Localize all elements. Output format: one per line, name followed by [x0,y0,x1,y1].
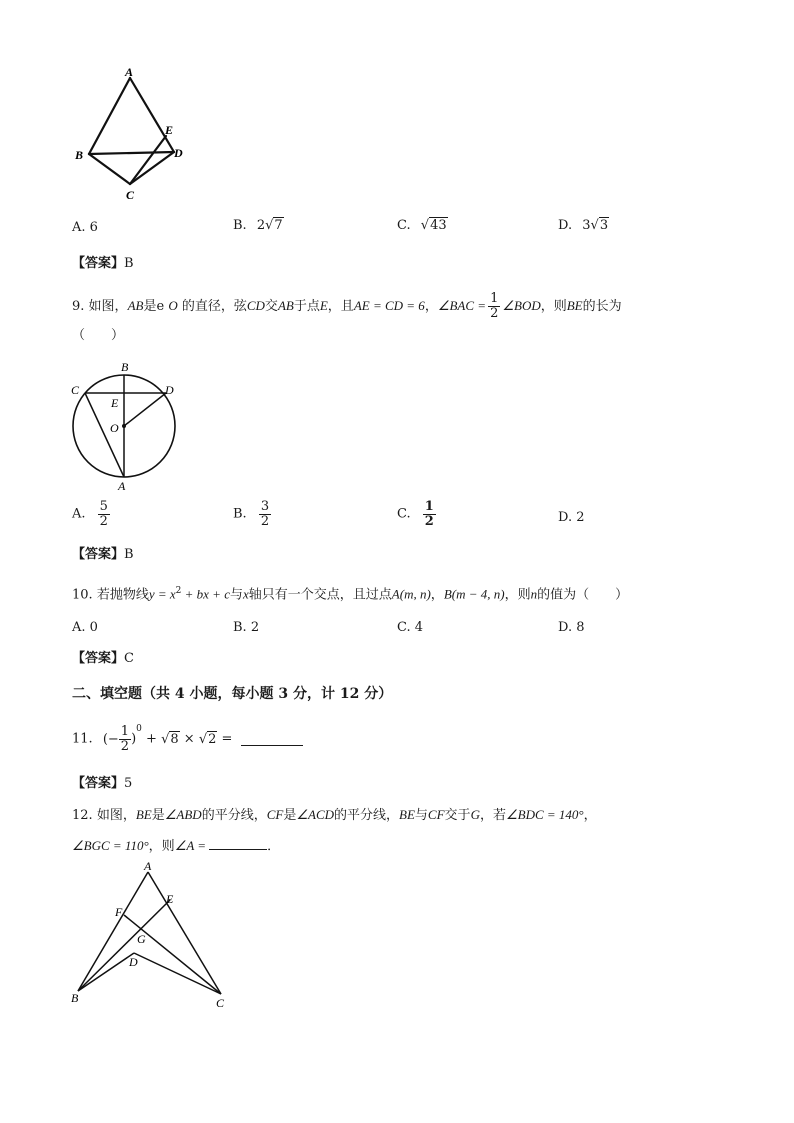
label-b: B [71,991,79,1005]
stem-text: 与 [414,808,428,823]
option-radicand: 7 [274,218,283,233]
math-angle: ∠BDC = 140° [505,807,584,822]
option-letter: A. [72,620,86,635]
math-radicand: 2 [208,731,217,747]
option-letter: B. [233,620,247,635]
answer-label: 【答案】 [72,256,125,271]
label-d: D [129,955,138,969]
math-o: O [168,298,178,313]
option-letter: A. [72,506,86,522]
math-ab: AB [127,298,144,313]
q12-stem-line1 [72,807,597,824]
q8-option-d [558,218,609,234]
math-x: x [243,586,249,602]
label-e: E [111,396,119,410]
option-fraction [259,500,271,529]
math-be: BE [135,807,152,822]
math-sup: 0 [136,724,142,734]
q9-option-b [233,500,271,529]
option-value: 2 [250,620,260,635]
stem-text: ， [583,808,597,823]
math-expr: + bx + c [181,586,230,602]
stem-text: 与 [229,587,243,603]
stem-text: ． [267,839,281,854]
stem-text: 的平分线， [334,808,400,823]
answer-paren: （ ） [72,328,125,343]
q9-option-c [397,500,436,529]
option-letter: D. [558,510,573,525]
sqrt-symbol: √8 [161,731,179,747]
math-be: BE [399,807,415,822]
option-coef: 2 [256,218,266,233]
math-point: B(m − 4, n) [443,586,505,602]
math-op: × [179,731,199,747]
stem-text: ，则 [504,587,531,603]
option-value: 8 [576,620,585,635]
label-e: E [165,123,174,137]
stem-text: 是 [151,808,165,823]
answer-blank[interactable] [241,733,303,746]
sqrt-symbol: √3 [590,218,609,233]
math-ab: AB [277,298,294,313]
math-n: n [530,586,538,602]
option-fraction [423,500,436,529]
math-angle: ∠BAC = [437,298,487,313]
q8-answer [72,256,134,272]
answer-label: 【答案】 [72,547,125,562]
math-angle: ∠ACD [296,807,334,822]
option-radicand: 43 [430,218,447,233]
option-letter: B. [233,506,247,522]
stem-text: 的长为 [582,299,622,314]
q9-answer [72,547,134,563]
answer-label: 【答案】 [72,776,125,791]
option-letter: A. [72,220,86,235]
q10-option-b [233,620,259,636]
math-cd: CD [246,298,265,313]
frac-num: 1 [120,724,130,739]
math-eq: AE = CD = 6 [353,298,425,313]
sqrt-symbol: √43 [420,218,447,233]
circle-symbol: e [156,299,165,314]
frac-num: 1 [490,291,499,306]
option-letter: C. [397,506,411,522]
math-cf: CF [427,807,445,822]
stem-text: 若抛物线 [96,587,149,603]
option-letter: C. [397,620,411,635]
option-letter: D. [558,218,573,233]
option-coef: 3 [582,218,591,233]
frac-num: 5 [99,499,108,514]
option-letter: D. [558,620,573,635]
option-value: 2 [576,510,585,525]
math-angle: ∠BOD [502,298,541,313]
math-be: BE [566,298,583,313]
option-value: 4 [414,620,424,635]
stem-text: 的直径，弦 [181,299,247,314]
frac-den: 2 [490,306,499,321]
question-number: 10. [72,587,93,603]
q12-stem-line2 [72,837,280,855]
frac-num: 1 [424,499,434,514]
math-angle: ∠A = [174,838,207,853]
math-angle: ∠BGC = 110° [72,838,149,853]
math-op: + [141,731,162,747]
label-a: A [144,859,152,873]
label-c: C [216,996,225,1010]
answer-label: 【答案】 [72,651,125,666]
label-a: A [118,479,126,493]
sqrt-symbol: √7 [265,218,283,233]
stem-text: ， [424,299,438,314]
q9-stem [72,292,622,321]
stem-text: 的值为（ ） [537,587,629,603]
math-close: ) [131,731,137,747]
label-b: B [121,360,129,374]
option-radicand: 3 [599,218,609,233]
sqrt-symbol: √2 [198,731,217,747]
math-e: E [319,298,328,313]
math-open: (− [102,731,119,747]
math-angle: ∠ABD [164,807,202,822]
math-expr: y = x [148,586,176,602]
stem-text: 是 [283,808,297,823]
stem-text: 交 [264,299,278,314]
answer-value: C [124,651,134,666]
option-letter: C. [397,218,411,233]
math-radicand: 8 [170,731,179,747]
option-fraction [98,500,110,529]
math-cf: CF [266,807,284,822]
q10-answer [72,651,134,667]
stem-text: ，则 [540,299,567,314]
math-g: G [470,807,480,822]
q8-option-a [72,220,98,236]
answer-value: 5 [124,776,133,791]
stem-text: 如图， [88,299,128,314]
option-letter: B. [233,218,247,233]
q11-answer [72,776,132,792]
stem-text: 如图， [96,808,136,823]
question-number: 11. [72,731,93,747]
fraction-half [119,725,131,754]
stem-text: 轴只有一个交点，且过点 [248,587,392,603]
label-c: C [126,188,135,202]
question-number: 12. [72,808,93,823]
frac-den: 2 [99,514,108,529]
label-d: D [165,383,174,397]
figure-q9 [66,356,186,494]
q8-option-c [397,218,448,234]
label-a: A [125,65,134,79]
frac-num: 3 [260,499,270,514]
label-e: E [166,892,174,906]
section-title: 二、填空题（共 4 小题，每小题 3 分，计 12 分） [72,686,393,702]
label-g: G [137,932,146,946]
option-value: 6 [89,220,98,235]
stem-text: 是 [143,299,157,314]
label-c: C [71,383,80,397]
answer-value: B [124,547,134,562]
q11-stem [72,721,303,754]
math-sup: 2 [175,586,182,596]
stem-text: ，则 [148,839,175,854]
stem-text: ， [430,587,444,603]
stem-text: 的平分线， [201,808,267,823]
stem-text: ，且 [327,299,354,314]
fraction-half [488,292,500,321]
q9-option-a [72,500,110,529]
q10-stem [72,583,628,603]
figure-q12 [66,858,246,1014]
q8-option-b [233,218,284,234]
frac-den: 2 [260,514,270,529]
stem-text: 交于 [444,808,471,823]
stem-text: ，若 [479,808,506,823]
q10-option-c [397,620,423,636]
stem-text: 于点 [293,299,320,314]
q10-option-d [558,620,585,636]
q9-paren [72,328,124,344]
option-value: 0 [89,620,98,635]
label-o: O [110,421,119,435]
figure-q8 [70,62,200,204]
q9-option-d [558,510,585,526]
answer-blank[interactable] [209,837,267,850]
frac-den: 2 [120,739,130,754]
label-b: B [75,148,84,162]
math-op: = [217,731,237,747]
answer-value: B [124,256,134,271]
q10-option-a [72,620,98,636]
label-f: F [115,905,123,919]
frac-den: 2 [424,514,434,529]
question-number: 9. [72,299,85,314]
math-point: A(m, n) [391,586,431,602]
label-d: D [174,146,183,160]
